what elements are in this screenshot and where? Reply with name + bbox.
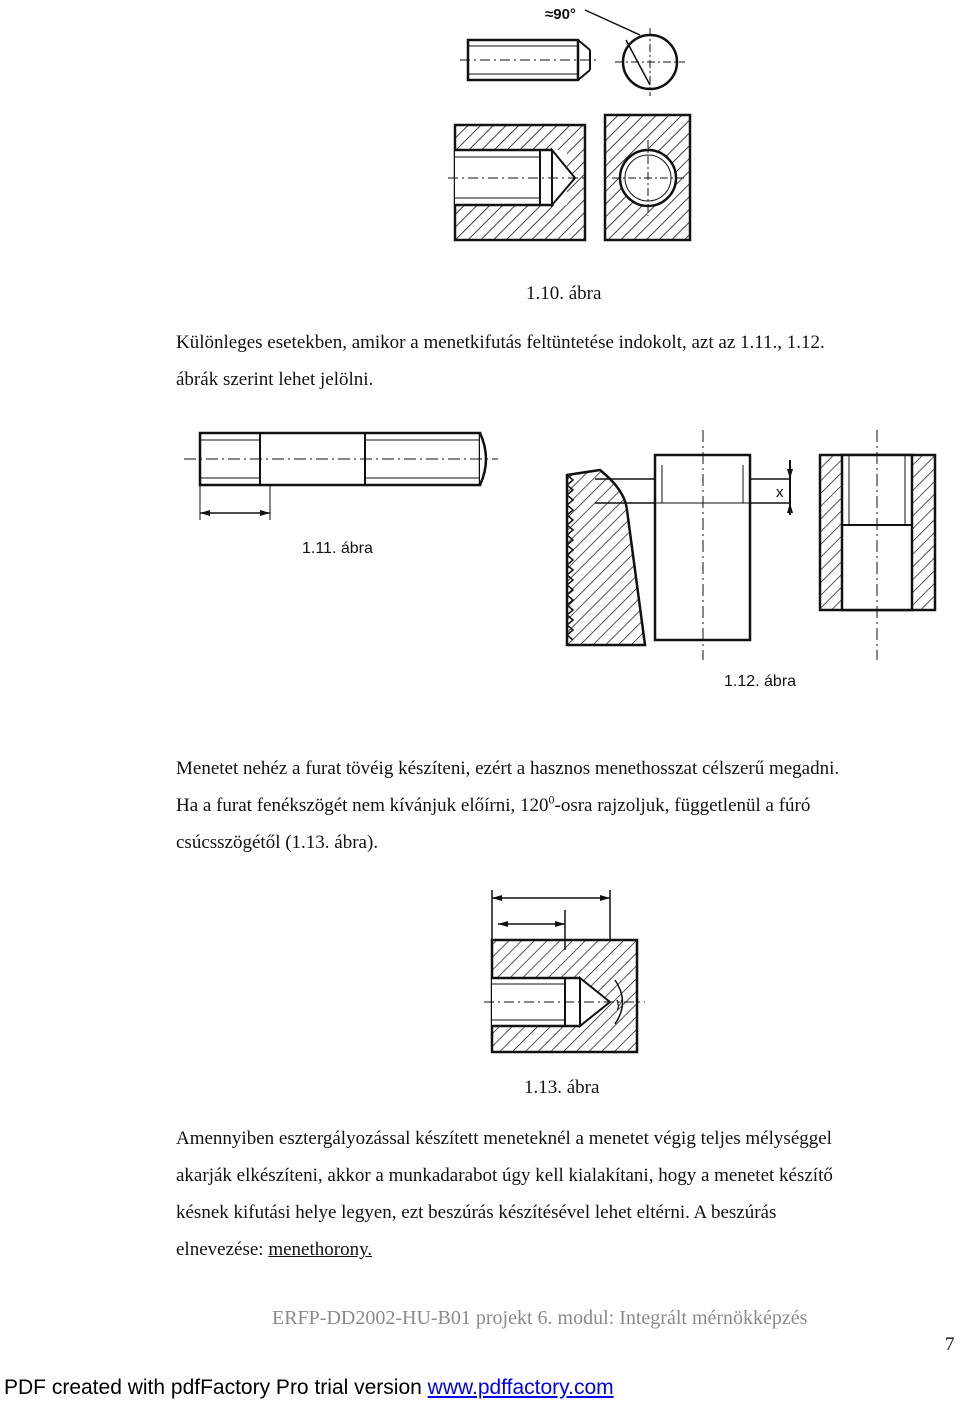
- paragraph-2: [176, 750, 936, 861]
- figure-1-10-drawing: [440, 0, 700, 245]
- gamma-label: γ: [616, 995, 622, 1011]
- paragraph-3: [176, 1120, 936, 1268]
- pdffactory-link[interactable]: www.pdffactory.com: [427, 1376, 614, 1399]
- paragraph-3-line-1: Amennyiben esztergályozással készített meneteknél a menetet végig teljes mélységgel: [176, 1128, 832, 1149]
- paragraph-2-line-2-end: -osra rajzoljuk, függetlenül a fúró: [554, 795, 811, 816]
- paragraph-1-line-1: Különleges esetekben, amikor a menetkifutás feltüntetése indokolt, azt az 1.11., 1.12.: [176, 332, 825, 353]
- figure-1-13: [480, 880, 660, 1060]
- x-dimension-label: x: [776, 484, 784, 501]
- page-number: 7: [945, 1334, 955, 1355]
- figure-1-11: [180, 425, 500, 525]
- paragraph-3-line-2: akarják elkészíteni, akkor a munkadarabot úgy kell kialakítani, hogy a menetet készítő: [176, 1165, 833, 1186]
- footer-project: ERFP-DD2002-HU-B01 projekt 6. modul: Integrált mérnökképzés: [272, 1307, 808, 1329]
- figure-1-12: [555, 415, 945, 665]
- figure-1-13-drawing: [480, 880, 660, 1060]
- angle-label: ≈90°: [545, 6, 576, 23]
- degree-superscript: 0: [548, 792, 555, 807]
- pdf-banner-text: PDF created with pdfFactory Pro trial version: [4, 1376, 428, 1399]
- paragraph-2-line-2-start: Ha a furat fenékszögét nem kívánjuk előírni, 120: [176, 795, 549, 816]
- paragraph-2-line-1: Menetet nehéz a furat tövéig készíteni, ezért a hasznos menethosszat célszerű megadni.: [176, 758, 840, 779]
- figure-1-10: [440, 0, 700, 245]
- paragraph-2-line-2: [176, 787, 936, 824]
- caption-1-13: 1.13. ábra: [524, 1077, 600, 1098]
- menethorony-term: menethorony.: [268, 1239, 373, 1260]
- figure-1-11-drawing: [180, 425, 500, 525]
- paragraph-3-line-4-start: elnevezése:: [176, 1239, 269, 1260]
- pdf-banner: [4, 1376, 614, 1400]
- paragraph-3-line-4: [176, 1231, 936, 1268]
- paragraph-3-line-3: késnek kifutási helye legyen, ezt beszúrás készítésével lehet eltérni. A beszúrás: [176, 1202, 777, 1223]
- caption-1-10: 1.10. ábra: [526, 283, 602, 304]
- caption-1-12: 1.12. ábra: [724, 673, 797, 690]
- figure-1-12-drawing: [555, 415, 945, 665]
- paragraph-2-line-3: csúcsszögétől (1.13. ábra).: [176, 832, 379, 853]
- paragraph-1: [176, 324, 936, 398]
- caption-1-11: 1.11. ábra: [302, 540, 373, 557]
- paragraph-1-line-2: ábrák szerint lehet jelölni.: [176, 369, 374, 390]
